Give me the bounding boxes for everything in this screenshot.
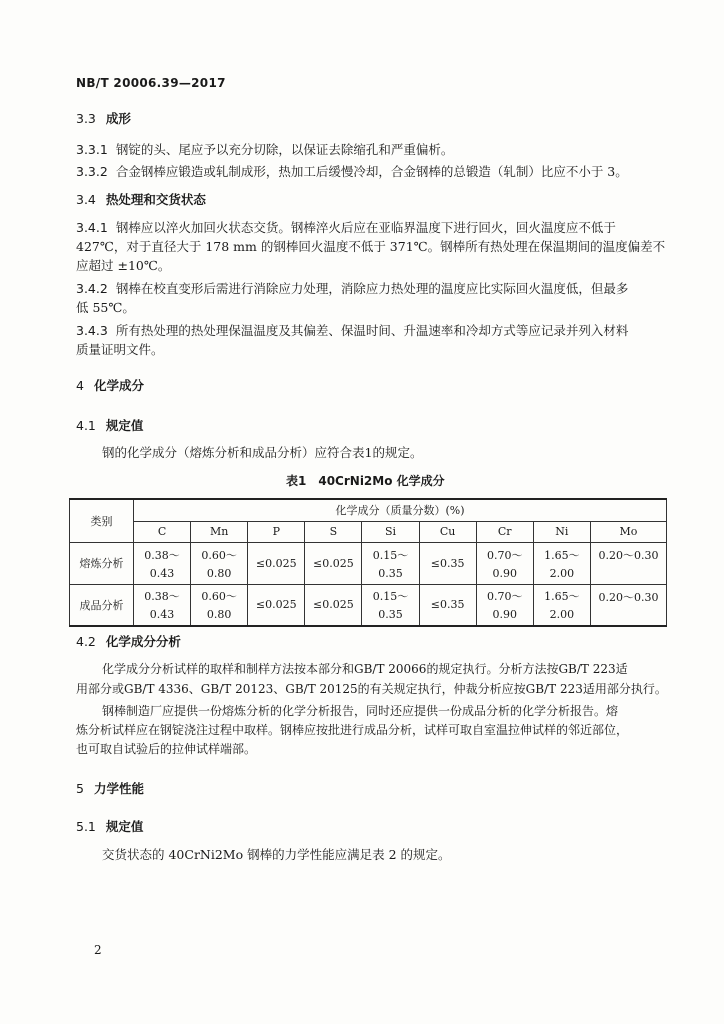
clause-4-1-text: 钢的化学成分（熔炼分析和成品分析）应符合表1的规定。	[102, 445, 423, 460]
table-cell: 0.20～0.30	[590, 542, 666, 584]
table-1-caption: 表1 40CrNi2Mo 化学成分	[286, 474, 445, 488]
element-header-si: Si	[362, 521, 419, 542]
table-cell: ≤0.025	[305, 542, 362, 584]
row-label: 熔炼分析	[70, 542, 134, 584]
document-code-header: NB/T 20006.39—2017	[76, 76, 226, 90]
clause-3-4-2-line-2: 低 55℃。	[76, 300, 135, 315]
element-header-cu: Cu	[419, 521, 476, 542]
table-cell: 1.65～ 2.00	[533, 542, 590, 584]
section-5-1-heading: 5.1 规定值	[76, 819, 144, 834]
table-cell: 0.70～ 0.90	[476, 542, 533, 584]
section-4-2-heading: 4.2 化学成分分析	[76, 634, 181, 649]
clause-4-2-para-1-line-2: 用部分或GB/T 4336、GB/T 20123、GB/T 20125的有关规定执行，仲裁分析应按GB/T 223适用部分执行。	[76, 682, 667, 696]
section-5-heading: 5 力学性能	[76, 781, 144, 796]
table-cell: 0.60～ 0.80	[191, 584, 248, 626]
section-3-3-heading: 3.3 成形	[76, 111, 131, 126]
table-cell: ≤0.35	[419, 584, 476, 626]
clause-3-4-3-line-2: 质量证明文件。	[76, 342, 164, 357]
table-cell: 0.15～ 0.35	[362, 584, 419, 626]
element-header-c: C	[134, 521, 191, 542]
element-header-mn: Mn	[191, 521, 248, 542]
table-cell: ≤0.025	[305, 584, 362, 626]
row-label: 成品分析	[70, 584, 134, 626]
clause-4-2-para-2-line-3: 也可取自试验后的拉伸试样端部。	[76, 742, 257, 756]
element-header-s: S	[305, 521, 362, 542]
section-3-4-heading: 3.4 热处理和交货状态	[76, 192, 206, 207]
table-row	[70, 542, 667, 584]
clause-4-2-para-2-line-1: 钢棒制造厂应提供一份熔炼分析的化学分析报告，同时还应提供一份成品分析的化学分析报告。熔	[102, 704, 619, 718]
clause-3-4-1-line-3: 应超过 ±10℃。	[76, 258, 171, 273]
table-cell: 0.38～ 0.43	[134, 542, 191, 584]
section-4-1-heading: 4.1 规定值	[76, 418, 144, 433]
element-header-cr: Cr	[476, 521, 533, 542]
page-number: 2	[94, 943, 102, 957]
clause-3-4-2-line-1: 3.4.2 钢棒在校直变形后需进行消除应力处理，消除应力热处理的温度应比实际回火温度低，但最多	[76, 281, 629, 296]
category-header: 类别	[70, 499, 134, 542]
composition-group-header: 化学成分（质量分数）(%)	[134, 499, 667, 521]
clause-5-1-text: 交货状态的 40CrNi2Mo 钢棒的力学性能应满足表 2 的规定。	[102, 847, 451, 862]
table-cell: 0.20～0.30	[590, 584, 666, 626]
chemical-composition-table	[69, 498, 667, 627]
table-cell: 1.65～ 2.00	[533, 584, 590, 626]
table-cell: 0.60～ 0.80	[191, 542, 248, 584]
table-cell: 0.70～ 0.90	[476, 584, 533, 626]
table-row	[70, 584, 667, 626]
element-header-mo: Mo	[590, 521, 666, 542]
clause-3-4-1-line-2: 427℃，对于直径大于 178 mm 的钢棒回火温度不低于 371℃。钢棒所有热处理在保温期间的温度偏差不	[76, 239, 666, 254]
table-cell: ≤0.025	[248, 542, 305, 584]
element-header-p: P	[248, 521, 305, 542]
clause-3-3-2: 3.3.2 合金钢棒应锻造或轧制成形，热加工后缓慢冷却，合金钢棒的总锻造（轧制）比应不小于 3。	[76, 164, 628, 179]
clause-3-4-3-line-1: 3.4.3 所有热处理的热处理保温温度及其偏差、保温时间、升温速率和冷却方式等应记录并列入材料	[76, 323, 629, 338]
table-cell: 0.38～ 0.43	[134, 584, 191, 626]
table-cell: 0.15～ 0.35	[362, 542, 419, 584]
clause-3-3-1: 3.3.1 钢锭的头、尾应予以充分切除，以保证去除缩孔和严重偏析。	[76, 142, 454, 157]
clause-3-4-1-line-1: 3.4.1 钢棒应以淬火加回火状态交货。钢棒淬火后应在亚临界温度下进行回火，回火温度应不低于	[76, 220, 616, 235]
clause-4-2-para-1-line-1: 化学成分分析试样的取样和制样方法按本部分和GB/T 20066的规定执行。分析方法按GB/T 223适	[102, 662, 628, 676]
table-cell: ≤0.025	[248, 584, 305, 626]
element-header-ni: Ni	[533, 521, 590, 542]
section-4-heading: 4 化学成分	[76, 378, 144, 393]
table-cell: ≤0.35	[419, 542, 476, 584]
clause-4-2-para-2-line-2: 炼分析试样应在钢锭浇注过程中取样。钢棒应按批进行成品分析，试样可取自室温拉伸试样的邻近部位，	[76, 723, 629, 737]
